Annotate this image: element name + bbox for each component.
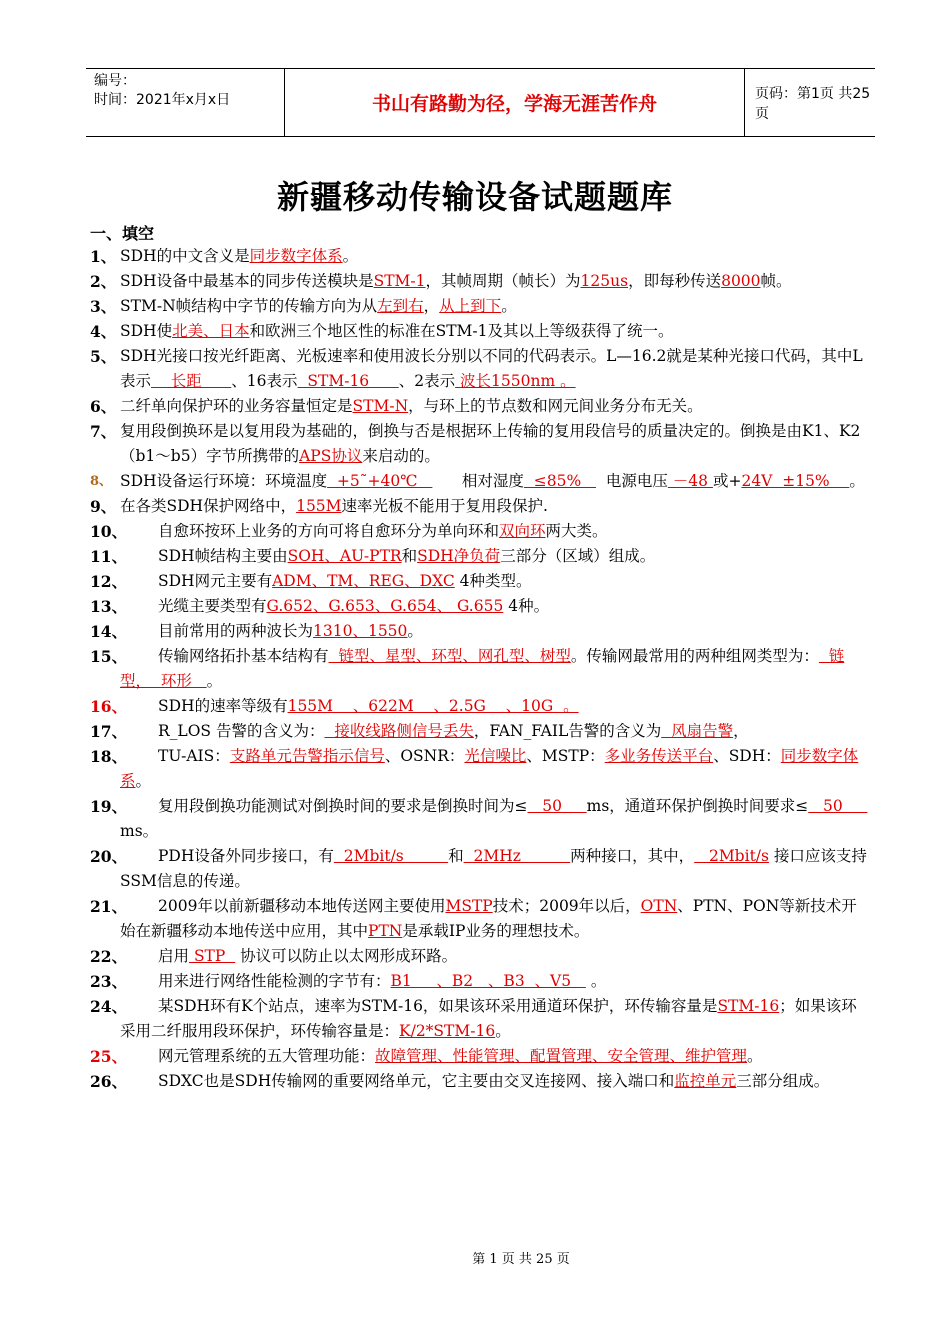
question-item — [90, 494, 870, 519]
answer-text: 从上到下 — [439, 297, 502, 315]
question-text — [120, 544, 870, 569]
answer-text: 风扇告警 — [661, 722, 734, 740]
question-segment: SDH的速率等级有 — [158, 697, 288, 715]
question-item — [90, 569, 870, 594]
question-segment: SDH帧结构主要由 — [158, 547, 288, 565]
answer-text: STM-N — [352, 397, 409, 415]
question-number: 12、 — [90, 572, 128, 591]
question-number: 17、 — [90, 722, 128, 741]
answer-text: K/2*STM-16 — [399, 1022, 496, 1040]
answer-text: STP — [189, 947, 236, 965]
answer-text: 多业务传送平台 — [604, 747, 714, 765]
question-segment: 启用 — [158, 947, 190, 965]
question-number: 16、 — [90, 697, 128, 716]
question-segment: 用来进行网络性能检测的字节有： — [158, 972, 391, 990]
question-number: 22、 — [90, 947, 128, 966]
question-segment: 和欧洲三个地区性的标准在STM-1及其以上等级获得了统一。 — [249, 322, 674, 340]
answer-text: 监控单元 — [674, 1072, 737, 1090]
question-segment: 4种类型。 — [454, 572, 532, 590]
time-label: 时间：2021年x月x日 — [94, 92, 231, 108]
question-segment: 某SDH环有K个站点，速率为STM-16，如果该环采用通道环保护，环传输容量是 — [158, 997, 718, 1015]
question-text — [120, 322, 674, 340]
question-segment: PDH设备外同步接口，有 — [158, 847, 334, 865]
question-item — [90, 969, 870, 994]
question-segment: ， — [733, 722, 749, 740]
question-segment: ，即每秒传送 — [628, 272, 722, 290]
answer-text: 同步数字体系 — [120, 747, 859, 790]
question-segment: 相对湿度 — [432, 472, 524, 490]
question-text — [120, 994, 870, 1044]
question-item — [90, 719, 870, 744]
answer-text: 50 — [527, 797, 587, 815]
question-segment: 、2表示 — [398, 372, 456, 390]
question-item — [90, 319, 870, 344]
answer-text: 2Mbit/s — [694, 847, 769, 865]
answer-text: ≤85% — [523, 472, 597, 490]
question-text — [120, 844, 870, 894]
question-text — [120, 569, 870, 594]
answer-text: G.652、G.653、G.654、 G.655 — [266, 597, 504, 615]
answer-text: 波长1550nm 。 — [455, 372, 576, 390]
question-segment: ；如果该环采用二纤服用段环保护，环传输容量是： — [120, 997, 857, 1040]
question-text — [120, 422, 860, 465]
question-segment: 2009年以前新疆移动本地传送网主要使用 — [158, 897, 446, 915]
question-segment: SDH设备运行环境：环境温度 — [120, 472, 328, 490]
answer-text: SDH净负荷 — [417, 547, 501, 565]
question-number: 15、 — [90, 647, 128, 666]
question-number: 9、 — [90, 497, 117, 516]
question-segment: STM-N帧结构中字节的传输方向为从 — [120, 297, 378, 315]
question-text — [120, 944, 870, 969]
question-segment: ，FAN_FAIL告警的含义为 — [473, 722, 662, 740]
question-segment: SDH的中文含义是 — [120, 247, 250, 265]
section-heading: 一、填空 — [90, 224, 155, 243]
question-segment: 电源电压 — [596, 472, 668, 490]
page-footer: 第 1 页 共 25 页 — [472, 1252, 570, 1267]
answer-text: 链型， 环形 — [120, 647, 845, 690]
question-segment: 4种。 — [503, 597, 550, 615]
question-segment: 或+ — [712, 472, 742, 490]
answer-text: 双向环 — [499, 522, 546, 540]
question-item — [90, 944, 870, 969]
question-segment: 三部分（区域）组成。 — [500, 547, 656, 565]
question-segment: SDH网元主要有 — [158, 572, 273, 590]
question-segment: 两大类。 — [545, 522, 608, 540]
question-segment: 。 — [206, 672, 223, 690]
question-segment: ，与环上的节点数和网元间业务分布无关。 — [408, 397, 703, 415]
answer-text: 接收线路侧信号丢失 — [324, 722, 474, 740]
question-number: 5、 — [90, 347, 117, 366]
question-number: 24、 — [90, 997, 128, 1016]
question-segment: 和 — [448, 847, 464, 865]
question-segment: 来启动的。 — [362, 447, 440, 465]
answer-text: MSTP — [445, 897, 493, 915]
question-segment: 帧。 — [760, 272, 792, 290]
header-motto-cell — [284, 69, 745, 136]
answer-text: 8000 — [721, 272, 761, 290]
question-item — [90, 594, 870, 619]
answer-text: +5˜+40℃ — [327, 472, 433, 490]
question-segment: 目前常用的两种波长为 — [158, 622, 314, 640]
question-number: 8、 — [90, 474, 113, 489]
question-segment: 在各类SDH保护网络中， — [120, 497, 297, 515]
answer-text: PTN — [368, 922, 403, 940]
answer-text: －48 — [667, 472, 713, 490]
question-item — [90, 344, 870, 394]
question-item — [90, 419, 870, 469]
answer-text: APS协议 — [299, 447, 363, 465]
question-text — [120, 519, 870, 544]
header-page-cell — [745, 69, 875, 136]
question-segment: 网元管理系统的五大管理功能： — [158, 1047, 376, 1065]
question-item — [90, 619, 870, 644]
question-number: 20、 — [90, 847, 128, 866]
question-segment: R_LOS 告警的含义为： — [158, 722, 325, 740]
question-number: 18、 — [90, 747, 128, 766]
question-text — [120, 1044, 870, 1069]
question-text — [120, 969, 870, 994]
question-segment: 。 — [342, 247, 359, 265]
answer-text: STM-16 — [717, 997, 780, 1015]
question-segment: 、OSNR： — [384, 747, 465, 765]
question-item — [90, 294, 870, 319]
question-item — [90, 519, 870, 544]
answer-text: 长距 — [151, 372, 232, 390]
question-number: 13、 — [90, 597, 128, 616]
question-segment: 。 — [407, 622, 423, 640]
question-text — [120, 347, 863, 390]
question-segment: 传输网络拓扑基本结构有 — [158, 647, 329, 665]
question-segment: 。 — [747, 1047, 763, 1065]
question-text — [120, 1069, 870, 1094]
question-number: 23、 — [90, 972, 128, 991]
question-number: 1、 — [90, 247, 117, 266]
question-number: 11、 — [90, 547, 128, 566]
question-segment: 、16表示 — [231, 372, 298, 390]
question-item — [90, 394, 870, 419]
question-item — [90, 1044, 870, 1069]
question-item — [90, 994, 870, 1044]
question-segment: SDH光接口按光纤距离、光板速率和使用波长分别以不同的代码表示。L—16.2就是某种光接口代码，其中L表示 — [120, 347, 863, 390]
question-segment: 速率光板不能用于复用段保护. — [341, 497, 548, 515]
question-list — [90, 244, 870, 1094]
question-segment: 和 — [401, 547, 418, 565]
question-number: 10、 — [90, 522, 128, 541]
answer-text: B1 、B2 、B3 、V5 — [390, 972, 586, 990]
question-segment: 。 — [135, 772, 152, 790]
question-number: 14、 — [90, 622, 128, 641]
question-number: 6、 — [90, 397, 117, 416]
question-item — [90, 544, 870, 569]
answer-text: 50 — [808, 797, 868, 815]
question-segment: 技术；2009年以后， — [492, 897, 641, 915]
answer-text: 155M — [296, 497, 342, 515]
header-meta — [86, 69, 284, 136]
question-number: 26、 — [90, 1072, 128, 1091]
question-text — [120, 594, 870, 619]
question-segment: ，其帧周期（帧长）为 — [425, 272, 581, 290]
question-segment: 光缆主要类型有 — [158, 597, 267, 615]
question-item — [90, 1069, 870, 1094]
question-item — [90, 844, 870, 894]
question-segment: 二纤单向保护环的业务容量恒定是 — [120, 397, 353, 415]
question-text — [120, 744, 870, 794]
question-text — [120, 619, 870, 644]
question-item — [90, 794, 870, 844]
document-title: 新疆移动传输设备试题题库 — [276, 178, 673, 216]
answer-text: 链型、星型、环型、网孔型、树型 — [328, 647, 571, 665]
answer-text: STM-16 — [297, 372, 399, 390]
question-text — [120, 472, 865, 490]
question-number: 7、 — [90, 422, 117, 441]
question-item — [90, 269, 870, 294]
question-segment: 、SDH： — [713, 747, 781, 765]
answer-text: OTN — [640, 897, 678, 915]
question-item — [90, 744, 870, 794]
question-segment: 自愈环按环上业务的方向可将自愈环分为单向环和 — [158, 522, 500, 540]
answer-text: 155M 、622M 、2.5G 、10G 。 — [287, 697, 579, 715]
question-number: 2、 — [90, 272, 117, 291]
question-segment: 三部分组成。 — [736, 1072, 830, 1090]
answer-text: ADM、TM、REG、DXC — [272, 572, 455, 590]
header-table — [86, 68, 875, 137]
question-segment: 两种接口，其中， — [570, 847, 695, 865]
question-number: 25、 — [90, 1047, 128, 1066]
question-number: 19、 — [90, 797, 128, 816]
question-text — [120, 794, 870, 844]
question-number: 21、 — [90, 897, 128, 916]
question-item — [90, 894, 870, 944]
answer-text: 1310、1550 — [313, 622, 408, 640]
question-item — [90, 244, 870, 269]
question-segment: 。 — [495, 1022, 511, 1040]
question-segment: SDH设备中最基本的同步传送模块是 — [120, 272, 374, 290]
answer-text: STM-1 — [373, 272, 426, 290]
answer-text: 2Mbit/s — [333, 847, 449, 865]
question-text — [120, 694, 870, 719]
answer-text: SOH、AU-PTR — [287, 547, 402, 565]
question-segment: 复用段倒换环是以复用段为基础的，倒换与否是根据环上传输的复用段信号的质量决定的。倒换是由K1、K2（b1～b5）字节所携带的 — [120, 422, 861, 465]
question-text — [120, 397, 703, 415]
question-segment: 是承载IP业务的理想技术。 — [402, 922, 590, 940]
answer-text: 故障管理、性能管理、配置管理、安全管理、维护管理 — [375, 1047, 748, 1065]
answer-text: 支路单元告警指示信号 — [229, 747, 385, 765]
answer-text: 24V ±15% — [741, 472, 850, 490]
question-text — [120, 272, 792, 290]
answer-text: 左到右 — [377, 297, 424, 315]
question-text — [120, 644, 870, 694]
answer-text: 同步数字体系 — [249, 247, 343, 265]
question-number: 3、 — [90, 297, 117, 316]
question-segment: 、MSTP： — [526, 747, 605, 765]
question-text — [120, 719, 870, 744]
question-segment: SDXC也是SDH传输网的重要网络单元，它主要由交叉连接网、接入端口和 — [158, 1072, 675, 1090]
answer-text: 光信噪比 — [464, 747, 527, 765]
question-segment: 。 — [585, 972, 607, 990]
question-segment: 。 — [849, 472, 865, 490]
answer-text: 125us — [580, 272, 629, 290]
question-segment: TU-AIS： — [158, 747, 230, 765]
question-text — [120, 247, 358, 265]
question-text — [120, 497, 548, 515]
answer-text: 北美、日本 — [172, 322, 250, 340]
question-segment: SDH使 — [120, 322, 173, 340]
question-segment: ， — [423, 297, 440, 315]
answer-text: 2MHz — [463, 847, 571, 865]
question-segment: 接口应该支持SSM信息的传递。 — [120, 847, 867, 890]
question-number: 4、 — [90, 322, 117, 341]
question-segment: 。传输网最常用的两种组网类型为： — [570, 647, 819, 665]
question-item — [90, 694, 870, 719]
question-text — [120, 894, 870, 944]
number-label: 编号： — [94, 73, 136, 89]
question-segment: ms，通道环保护倒换时间要求≤ — [586, 797, 809, 815]
question-item — [90, 469, 870, 494]
header-motto: 书山有路勤为径，学海无涯苦作舟 — [371, 93, 657, 115]
question-segment: ms。 — [120, 822, 159, 840]
question-text — [120, 297, 517, 315]
question-segment: 复用段倒换功能测试对倒换时间的要求是倒换时间为≤ — [158, 797, 528, 815]
question-segment: 。 — [501, 297, 517, 315]
page-label: 页码：第1页 共25页 — [755, 85, 871, 122]
question-segment: 、PTN、PON等新技术开始在新疆移动本地传送中应用，其中 — [120, 897, 857, 940]
question-item — [90, 644, 870, 694]
question-segment: 协议可以防止以太网形成环路。 — [235, 947, 458, 965]
